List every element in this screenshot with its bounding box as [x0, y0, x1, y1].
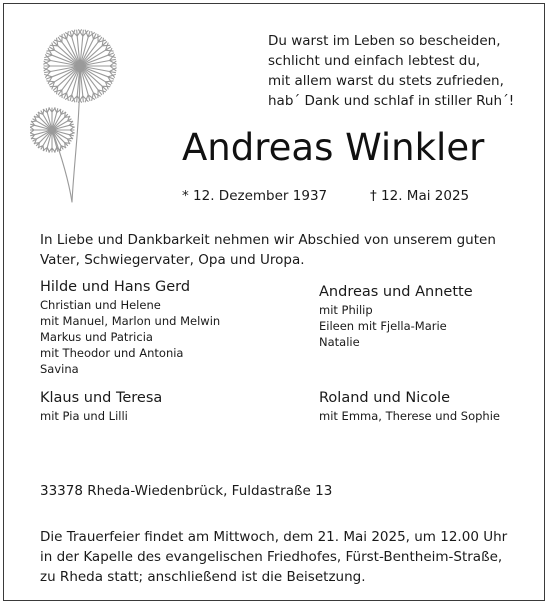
- address: 33378 Rheda-Wiedenbrück, Fuldastraße 13: [40, 483, 333, 499]
- family-member: Eileen mit Fjella-Marie: [319, 319, 447, 333]
- poem-line: hab´ Dank und schlaf in stiller Ruh´!: [268, 93, 515, 109]
- death-date: † 12. Mai 2025: [370, 188, 470, 204]
- funeral-notice: [40, 527, 507, 587]
- family-member: mit Manuel, Marlon und Melwin: [40, 314, 221, 328]
- notice-line: Die Trauerfeier findet am Mittwoch, dem 21. Mai 2025, um 12.00 Uhr: [40, 529, 508, 545]
- family-block: [40, 388, 162, 424]
- intro-line: Vater, Schwiegervater, Opa und Uropa.: [40, 252, 305, 268]
- notice-line: zu Rheda statt; anschließend ist die Beisetzung.: [40, 569, 366, 585]
- deceased-name: Andreas Winkler: [182, 126, 485, 169]
- poem: [268, 31, 514, 111]
- family-member: mit Philip: [319, 303, 373, 317]
- poem-line: Du warst im Leben so bescheiden,: [268, 33, 501, 49]
- intro-text: [40, 230, 496, 270]
- family-head: Andreas und Annette: [319, 284, 473, 300]
- family-head: Klaus und Teresa: [40, 390, 163, 406]
- notice-line: in der Kapelle des evangelischen Friedhofes, Fürst-Bentheim-Straße,: [40, 549, 503, 565]
- family-member: mit Emma, Therese und Sophie: [319, 409, 500, 423]
- family-member: Markus und Patricia: [40, 330, 153, 344]
- family-head: Roland und Nicole: [319, 390, 451, 406]
- family-block: [319, 282, 473, 350]
- poem-line: schlicht und einfach lebtest du,: [268, 53, 481, 69]
- poem-line: mit allem warst du stets zufrieden,: [268, 73, 504, 89]
- family-member: Natalie: [319, 335, 360, 349]
- dandelion-icon: [30, 22, 160, 204]
- family-member: mit Pia und Lilli: [40, 409, 128, 423]
- family-block: [40, 277, 220, 377]
- birth-date: * 12. Dezember 1937: [182, 188, 328, 204]
- family-member: Savina: [40, 362, 79, 376]
- family-head: Hilde und Hans Gerd: [40, 279, 191, 295]
- family-member: Christian und Helene: [40, 298, 161, 312]
- family-member: mit Theodor und Antonia: [40, 346, 184, 360]
- family-block: [319, 388, 500, 424]
- intro-line: In Liebe und Dankbarkeit nehmen wir Abschied von unserem guten: [40, 232, 496, 248]
